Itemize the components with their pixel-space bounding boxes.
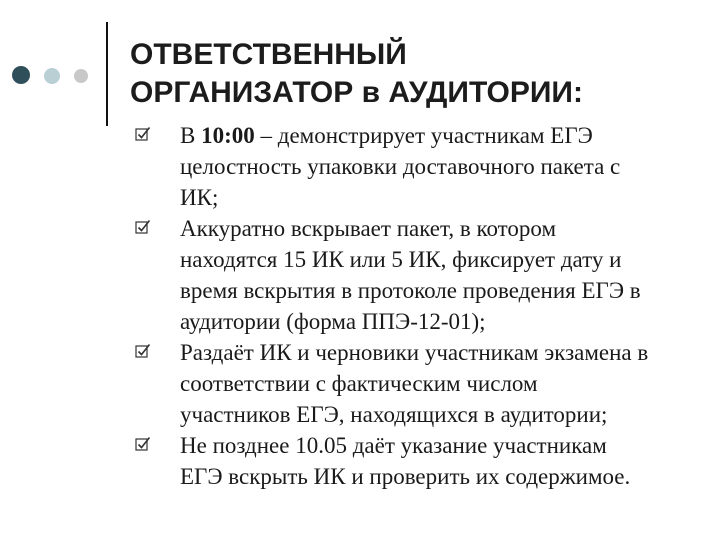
bullet-item-2	[132, 213, 716, 337]
bullet-4-line-2: ЕГЭ вскрыть ИК и проверить их содержимое.	[180, 464, 631, 489]
bullet-1-rest: – демонстрирует участникам ЕГЭ	[254, 123, 593, 148]
bullet-2-line-4: аудитории (форма ППЭ-12-01);	[180, 309, 486, 334]
slide-title-line-2: ОРГАНИЗАТОР в АУДИТОРИИ:	[130, 76, 583, 109]
bullet-item-4	[132, 430, 716, 492]
decor-dot-light	[44, 68, 60, 84]
bullet-1-line-2: целостность упаковки доставочного пакета с	[180, 154, 621, 179]
checkbox-checked-icon	[135, 219, 151, 235]
bullet-2-line-2: находятся 15 ИК или 5 ИК, фиксирует дату и	[180, 247, 622, 272]
bullet-3-line-3: участников ЕГЭ, находящихся в аудитории;	[180, 402, 608, 427]
bullet-3-line-2: соответствии с фактическим числом	[180, 371, 538, 396]
checkbox-checked-icon	[135, 126, 151, 142]
bullet-item-1	[132, 120, 716, 213]
bullet-item-3	[132, 337, 716, 430]
checkbox-checked-icon	[135, 343, 151, 359]
bullet-1-prefix: В	[180, 123, 202, 148]
bullet-1-time: 10:00	[201, 123, 255, 148]
slide-title	[130, 36, 710, 112]
bullet-2-line-1: Аккуратно вскрывает пакет, в котором	[180, 216, 557, 241]
bullet-1-line-3: ИК;	[180, 185, 219, 210]
slide-title-line-1: ОТВЕТСТВЕННЫЙ	[130, 38, 407, 71]
decor-dot-grey	[74, 69, 88, 83]
bullet-4-line-1: Не позднее 10.05 даёт указание участникам	[180, 433, 607, 458]
bullet-1-line-1	[180, 120, 716, 151]
title-divider	[106, 22, 108, 126]
bullet-2-line-3: время вскрытия в протоколе проведения ЕГЭ в	[180, 278, 641, 303]
checkbox-checked-icon	[135, 436, 151, 452]
bullet-3-line-1: Раздаёт ИК и черновики участникам экзамена в	[180, 340, 649, 365]
decor-dot-dark	[12, 66, 30, 84]
bullet-list	[132, 120, 716, 492]
